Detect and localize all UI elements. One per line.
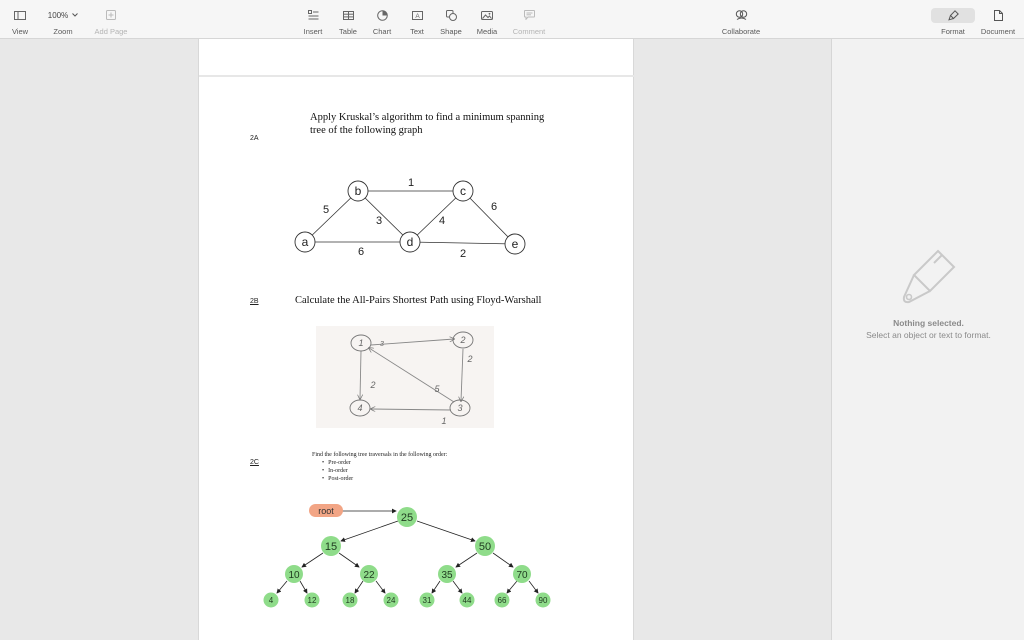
comment-label: Comment xyxy=(512,27,546,36)
tree-edge xyxy=(302,553,323,567)
tree-edge xyxy=(529,581,538,593)
chart-button[interactable] xyxy=(362,6,402,36)
format-label: Format xyxy=(941,27,965,36)
collaborate-icon xyxy=(735,6,748,24)
weight-c-e: 6 xyxy=(490,201,498,213)
tree-edge xyxy=(277,581,287,593)
question-2a-line2: tree of the following graph xyxy=(310,125,423,136)
question-2a-line1: Apply Kruskal’s algorithm to find a minimum spanning xyxy=(310,112,545,123)
svg-text:A: A xyxy=(414,12,420,20)
sketch-weight-2-3: 2 xyxy=(467,354,473,364)
comment-button[interactable] xyxy=(509,6,549,36)
table-icon xyxy=(343,6,354,24)
table-label: Table xyxy=(339,27,357,36)
tree-node-label: 15 xyxy=(324,541,338,553)
tree-edge xyxy=(493,553,513,567)
chart-icon xyxy=(377,6,388,24)
sketch-weight-1-4: 2 xyxy=(370,380,376,390)
insert-button[interactable] xyxy=(293,6,333,36)
traversal-item: • In-order xyxy=(322,467,447,475)
tree-node-label: 4 xyxy=(268,596,274,605)
node-b-label: b xyxy=(354,184,362,198)
zoom-value: 100% xyxy=(47,10,69,20)
tree-edge xyxy=(300,581,307,593)
shape-icon xyxy=(446,6,457,24)
tree-node-label: 70 xyxy=(516,570,528,581)
insert-icon xyxy=(308,6,319,24)
add-page-button[interactable] xyxy=(91,6,131,36)
format-button[interactable] xyxy=(933,6,973,36)
weight-b-d: 3 xyxy=(375,215,383,227)
nothing-selected-subtitle: Select an object or text to format. xyxy=(866,330,991,340)
traversal-item: • Pre-order xyxy=(322,459,447,467)
zoom-button[interactable] xyxy=(43,6,83,36)
document-page[interactable] xyxy=(198,39,634,640)
sketch-weight-3-1: 5 xyxy=(434,384,440,394)
shape-button[interactable] xyxy=(431,6,471,36)
weight-d-c: 4 xyxy=(438,215,446,227)
text-label: Text xyxy=(410,27,424,36)
collaborate-label: Collaborate xyxy=(721,27,761,36)
view-button[interactable] xyxy=(0,6,40,36)
sketch-node-1-label: 1 xyxy=(358,338,364,348)
collaborate-button[interactable] xyxy=(721,6,761,36)
tree-node-label: 12 xyxy=(307,596,317,605)
tree-node-label: 10 xyxy=(288,570,300,581)
sketch-node-4-label: 4 xyxy=(357,403,363,413)
paintbrush-placeholder-icon xyxy=(900,247,958,311)
tree-node-label: 35 xyxy=(441,570,453,581)
tree-node-label: 22 xyxy=(363,570,375,581)
media-button[interactable] xyxy=(467,6,507,36)
question-2c-intro: Find the following tree traversals in the following order: xyxy=(312,452,448,458)
paintbrush-icon xyxy=(948,6,959,24)
comment-icon xyxy=(524,6,535,24)
sketch-node-2-label: 2 xyxy=(460,335,466,345)
weight-d-e: 2 xyxy=(459,248,467,260)
weight-b-c: 1 xyxy=(407,177,415,189)
root-badge-label: root xyxy=(318,506,334,516)
media-label: Media xyxy=(476,27,498,36)
tree-node-label: 31 xyxy=(422,596,432,605)
zoom-label: Zoom xyxy=(53,27,73,36)
node-d-label: d xyxy=(406,235,414,249)
add-page-label: Add Page xyxy=(94,27,128,36)
insert-label: Insert xyxy=(303,27,323,36)
question-2b-label: 2B xyxy=(250,298,259,305)
tree-edge xyxy=(456,553,477,567)
tree-node-label: 44 xyxy=(462,596,472,605)
toolbar xyxy=(0,0,1024,39)
tree-node-label: 18 xyxy=(345,596,355,605)
tree-edge xyxy=(507,581,517,593)
traversal-item: • Post-order xyxy=(322,475,447,483)
tree-edge xyxy=(376,581,385,593)
text-box-icon xyxy=(412,6,423,24)
tree-2c[interactable] xyxy=(199,39,635,640)
tree-node-label: 90 xyxy=(538,596,548,605)
weight-a-d: 6 xyxy=(357,246,365,258)
document-button[interactable] xyxy=(978,6,1018,36)
document-icon xyxy=(994,6,1003,24)
nothing-selected-title: Nothing selected. xyxy=(893,318,964,328)
format-sidebar xyxy=(831,39,1024,640)
weight-a-b: 5 xyxy=(322,204,330,216)
sketch-weight-1-2: 3 xyxy=(380,341,384,348)
tree-edge xyxy=(453,581,462,593)
tree-edge xyxy=(432,581,440,593)
add-page-icon xyxy=(106,6,116,24)
document-label: Document xyxy=(980,27,1016,36)
view-label: View xyxy=(11,27,29,36)
chart-label: Chart xyxy=(372,27,392,36)
question-2c-label: 2C xyxy=(250,459,259,466)
sketch-weight-3-4: 1 xyxy=(441,416,447,426)
shape-label: Shape xyxy=(440,27,462,36)
tree-edge xyxy=(417,521,475,541)
node-e-label: e xyxy=(511,237,519,251)
question-2b-text: Calculate the All-Pairs Shortest Path using Floyd-Warshall xyxy=(295,295,542,306)
sidebar-icon xyxy=(14,6,26,24)
tree-node-label: 66 xyxy=(497,596,507,605)
tree-node-label: 50 xyxy=(478,541,492,553)
tree-node-label: 24 xyxy=(386,596,396,605)
sketch-node-3-label: 3 xyxy=(457,403,463,413)
chevron-down-icon xyxy=(72,13,78,17)
node-c-label: c xyxy=(460,184,466,198)
media-icon xyxy=(481,6,493,24)
node-a-label: a xyxy=(301,235,309,249)
question-2a-label: 2A xyxy=(250,135,259,142)
tree-edge xyxy=(341,521,398,541)
tree-edge xyxy=(339,553,359,567)
tree-node-label: 25 xyxy=(400,512,414,524)
tree-edge xyxy=(355,581,363,593)
